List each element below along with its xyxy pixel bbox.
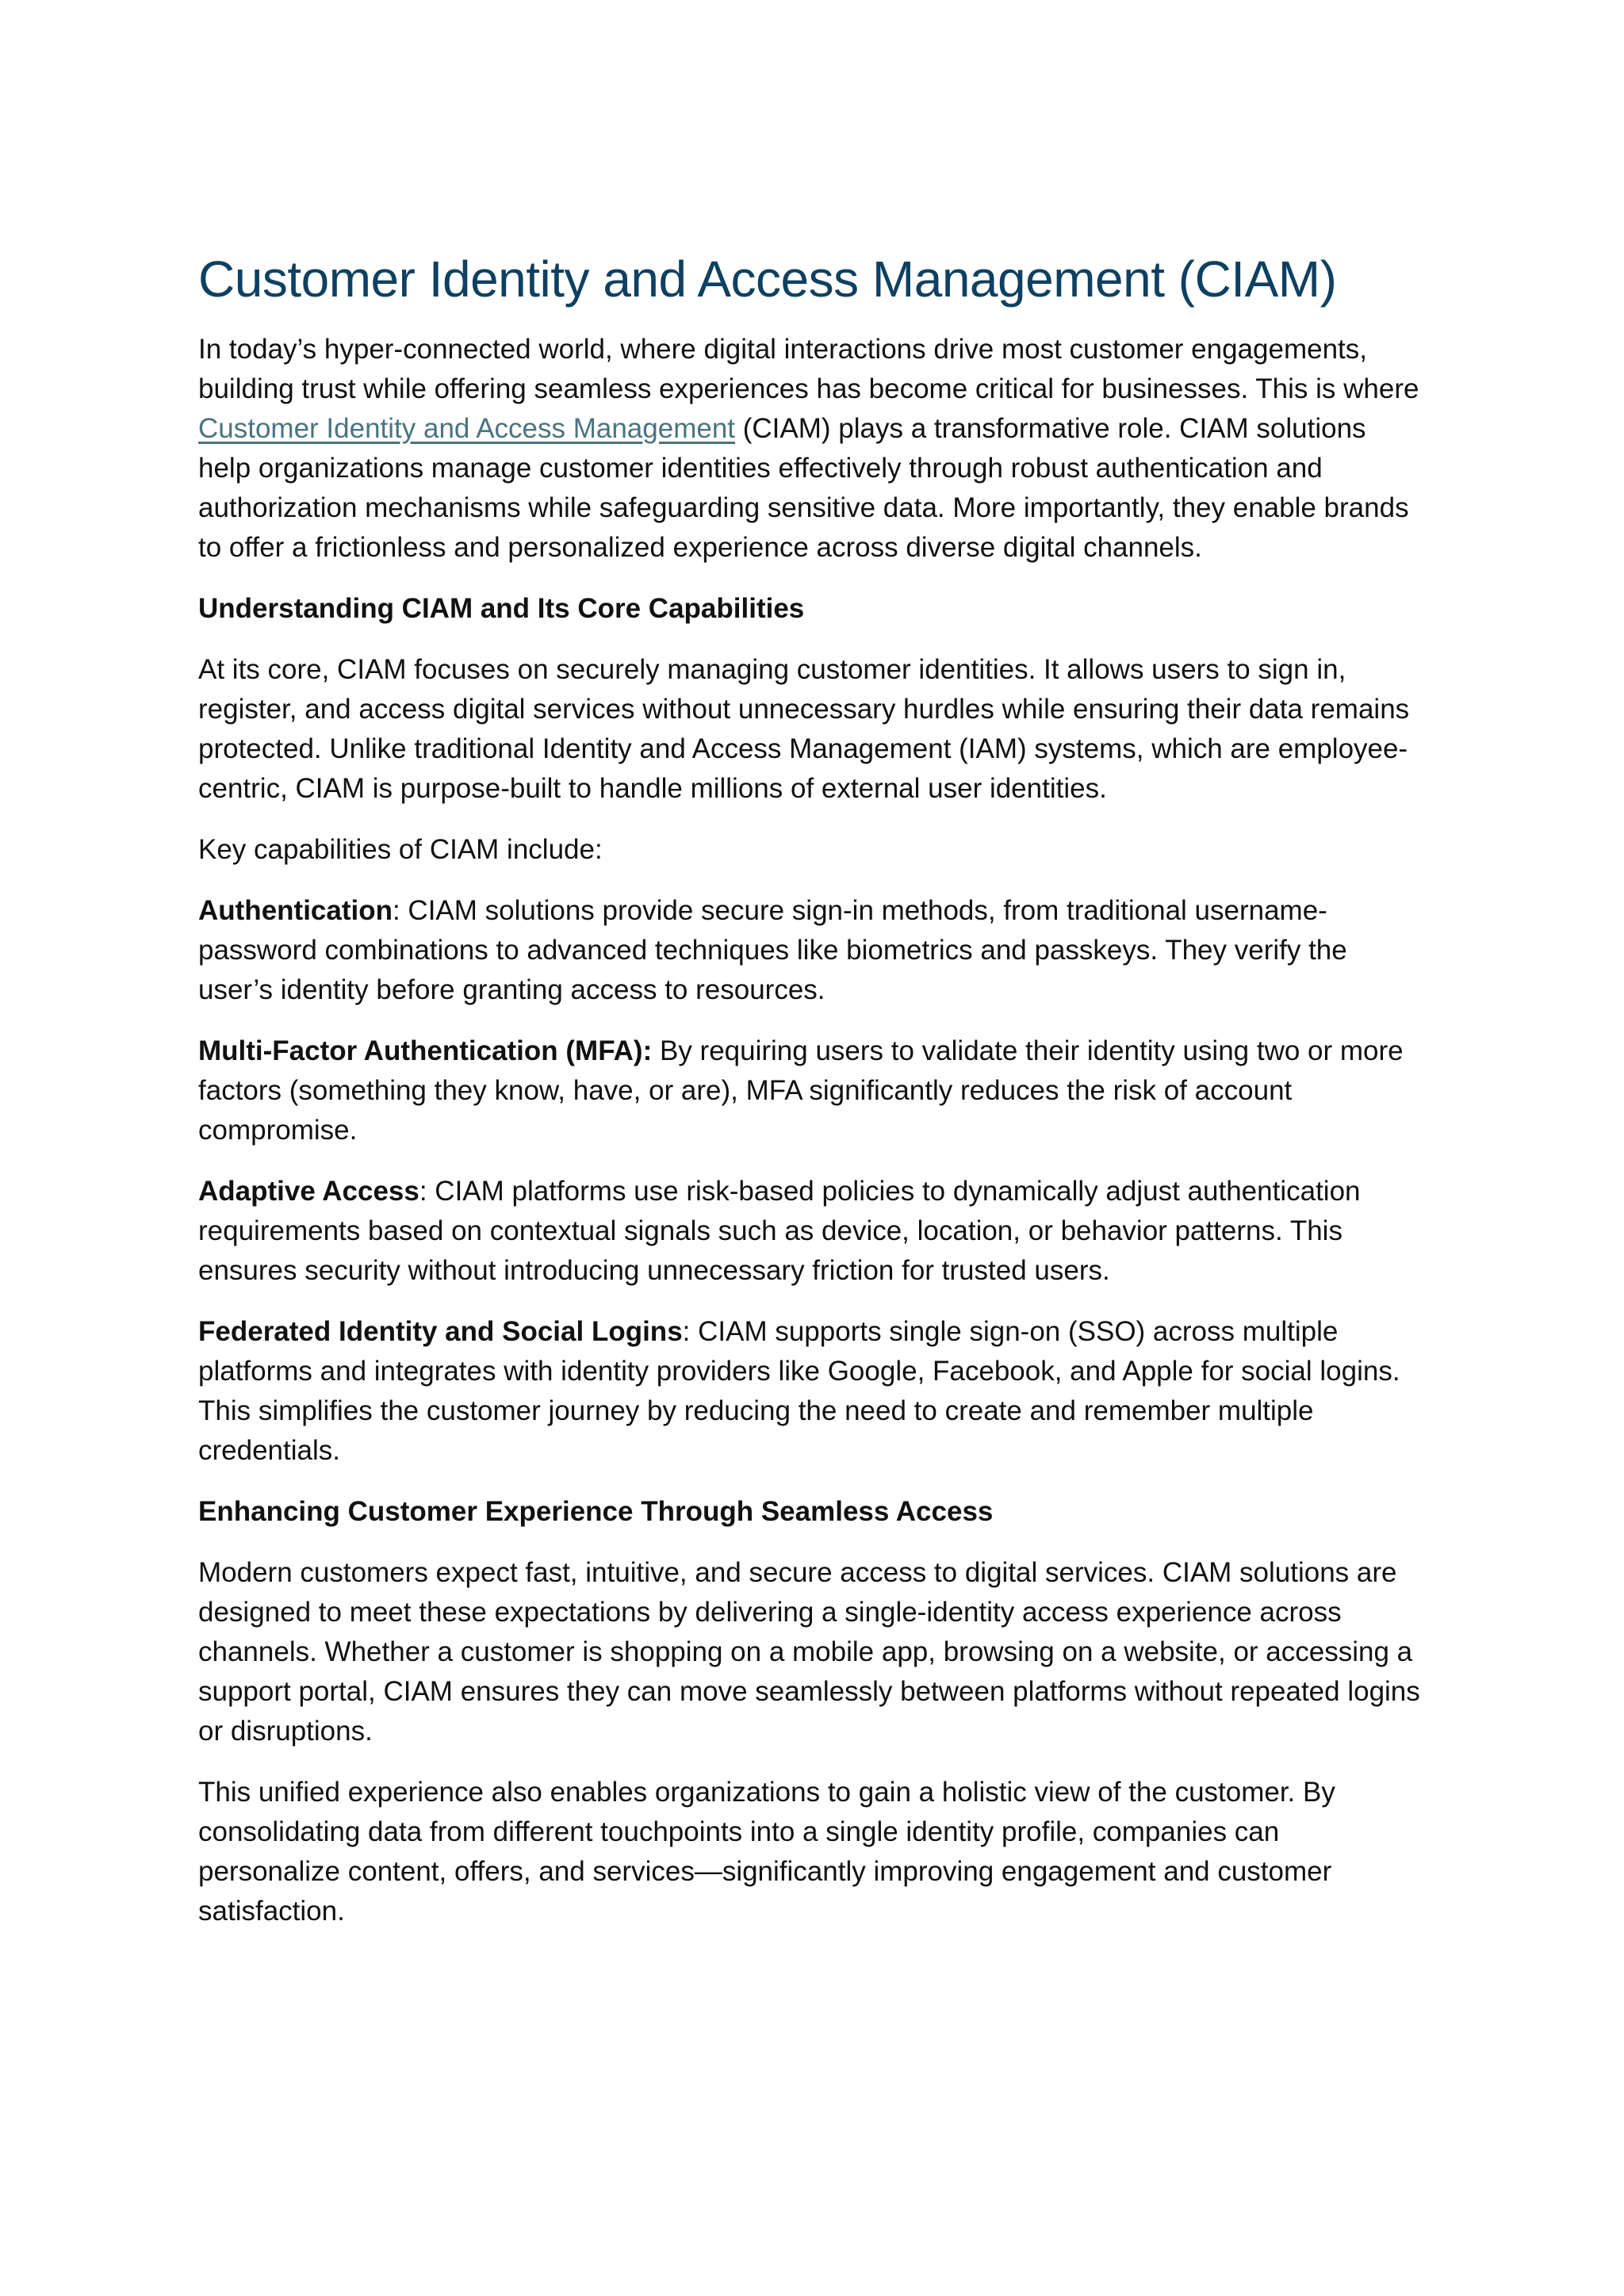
capability-mfa [198,1031,1426,1150]
capability-authentication [198,891,1426,1010]
page-title: Customer Identity and Access Management (CIAM) [198,251,1337,308]
capability-text: : CIAM supports single sign-on (SSO) across multiple platforms and integrates with identity providers like Google, Facebook, and Apple for social logins. This simplifies the customer journey by reducing the need to create and remember multiple credentials. [198,1316,1400,1466]
capabilities-intro: Key capabilities of CIAM include: [198,834,603,865]
capability-term: Authentication [198,895,393,926]
experience-paragraph-1: Modern customers expect fast, intuitive, and secure access to digital services. CIAM solutions are designed to meet these expectations by delivering a single-identity access experience across channels. Whether a customer is shopping on a mobile app, browsing on a website, or accessing a support portal, CIAM ensures they can move seamlessly between platforms without repeated logins or disruptions. [198,1557,1420,1747]
intro-text-before-link: In today’s hyper-connected world, where digital interactions drive most customer engagements, building trust while offering seamless experiences has become critical for businesses. This is where [198,334,1419,404]
capability-text: : CIAM solutions provide secure sign-in methods, from traditional username-password combinations to advanced techniques like biometrics and passkeys. They verify the user’s identity before granting access to resources. [198,895,1347,1005]
intro-text-after-link: (CIAM) plays a transformative role. CIAM solutions help organizations manage customer identities effectively through robust authentication and authorization mechanisms while safeguarding sensitive data. More importantly, they enable brands to offer a frictionless and personalized experience across diverse digital channels. [198,413,1409,563]
capability-text: By requiring users to validate their identity using two or more factors (something they know, have, or are), MFA significantly reduces the risk of account compromise. [198,1035,1404,1146]
capability-text: : CIAM platforms use risk-based policies to dynamically adjust authentication requirements based on contextual signals such as device, location, or behavior patterns. This ensures security without introducing unnecessary friction for trusted users. [198,1176,1361,1286]
section-heading-core-capabilities: Understanding CIAM and Its Core Capabilities [198,593,805,624]
section-heading-customer-experience: Enhancing Customer Experience Through Seamless Access [198,1496,994,1527]
ciam-link[interactable]: Customer Identity and Access Management [198,413,736,444]
capability-term: Adaptive Access [198,1176,419,1207]
capability-term: Federated Identity and Social Logins [198,1316,683,1347]
intro-paragraph [198,330,1426,568]
capability-adaptive-access [198,1172,1426,1291]
capability-federated-identity [198,1312,1426,1471]
capability-term: Multi-Factor Authentication (MFA): [198,1035,653,1066]
experience-paragraph-2: This unified experience also enables organizations to gain a holistic view of the customer. By consolidating data from different touchpoints into a single identity profile, companies can personalize content, offers, and services—significantly improving engagement and customer satisfaction. [198,1777,1335,1927]
core-paragraph: At its core, CIAM focuses on securely managing customer identities. It allows users to sign in, register, and access digital services without unnecessary hurdles while ensuring their data remains protected. Unlike traditional Identity and Access Management (IAM) systems, which are employee-centric, CIAM is purpose-built to handle millions of external user identities. [198,654,1410,804]
